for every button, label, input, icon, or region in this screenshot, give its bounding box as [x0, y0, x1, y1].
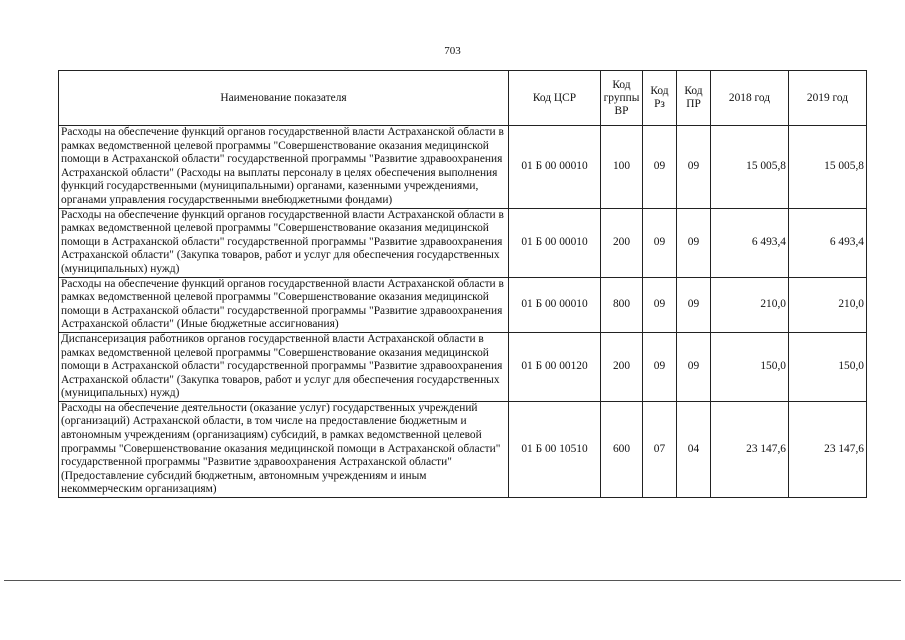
row-vr: 100 [601, 126, 643, 209]
row-name: Диспансеризация работников органов государственной власти Астраханской области в рамках ведомственной целевой программы "Совершенствование оказания медицинской помощи в Астраханской области" государственной программы "Развитие здравоохранения Астраханской области" (Закупка товаров, работ и услуг для обеспечения государственных (муниципальных) нужд) [59, 332, 509, 401]
row-2019: 6 493,4 [789, 208, 867, 277]
table-row [59, 401, 867, 497]
table-row [59, 126, 867, 209]
row-name: Расходы на обеспечение функций органов государственной власти Астраханской области в рамках ведомственной целевой программы "Совершенствование оказания медицинской помощи в Астраханской области" государственной программы "Развитие здравоохранения Астраханской области" (Закупка товаров, работ и услуг для обеспечения государственных (муниципальных) нужд) [59, 208, 509, 277]
page-number: 703 [444, 45, 461, 57]
row-vr: 200 [601, 332, 643, 401]
row-2018: 210,0 [711, 277, 789, 332]
page-divider [4, 580, 901, 581]
row-2019: 150,0 [789, 332, 867, 401]
row-name: Расходы на обеспечение функций органов государственной власти Астраханской области в рамках ведомственной целевой программы "Совершенствование оказания медицинской помощи в Астраханской области" государственной программы "Развитие здравоохранения Астраханской области" (Иные бюджетные ассигнования) [59, 277, 509, 332]
row-csr: 01 Б 00 00010 [509, 126, 601, 209]
row-vr: 600 [601, 401, 643, 497]
header-2018: 2018 год [711, 71, 789, 126]
row-csr: 01 Б 00 00010 [509, 208, 601, 277]
header-csr: Код ЦСР [509, 71, 601, 126]
row-rz: 09 [643, 332, 677, 401]
row-rz: 09 [643, 208, 677, 277]
row-2019: 210,0 [789, 277, 867, 332]
row-pr: 09 [677, 332, 711, 401]
row-csr: 01 Б 00 00120 [509, 332, 601, 401]
row-2018: 15 005,8 [711, 126, 789, 209]
row-2018: 6 493,4 [711, 208, 789, 277]
row-2019: 23 147,6 [789, 401, 867, 497]
row-2018: 150,0 [711, 332, 789, 401]
header-rz: Код Рз [643, 71, 677, 126]
budget-table [58, 70, 867, 498]
header-name: Наименование показателя [59, 71, 509, 126]
row-2019: 15 005,8 [789, 126, 867, 209]
header-pr: Код ПР [677, 71, 711, 126]
table-row [59, 332, 867, 401]
row-vr: 800 [601, 277, 643, 332]
row-rz: 09 [643, 277, 677, 332]
table-header-row [59, 71, 867, 126]
row-rz: 07 [643, 401, 677, 497]
header-vr: Код группы ВР [601, 71, 643, 126]
row-pr: 04 [677, 401, 711, 497]
table-row [59, 277, 867, 332]
row-rz: 09 [643, 126, 677, 209]
row-csr: 01 Б 00 10510 [509, 401, 601, 497]
header-2019: 2019 год [789, 71, 867, 126]
table-row [59, 208, 867, 277]
row-pr: 09 [677, 126, 711, 209]
row-name: Расходы на обеспечение функций органов государственной власти Астраханской области в рамках ведомственной целевой программы "Совершенствование оказания медицинской помощи в Астраханской области" государственной программы "Развитие здравоохранения Астраханской области" (Расходы на выплаты персоналу в целях обеспечения выполнения функций государственными (муниципальными) органами, казенными учреждениями, органами управления государственными внебюджетными фондами) [59, 126, 509, 209]
row-2018: 23 147,6 [711, 401, 789, 497]
row-pr: 09 [677, 277, 711, 332]
row-csr: 01 Б 00 00010 [509, 277, 601, 332]
row-vr: 200 [601, 208, 643, 277]
row-pr: 09 [677, 208, 711, 277]
row-name: Расходы на обеспечение деятельности (оказание услуг) государственных учреждений (организаций) Астраханской области, в том числе на предоставление бюджетным и автономным учреждениям (организациям) субсидий, в рамках ведомственной целевой программы "Совершенствование оказания медицинской помощи в Астраханской области" государственной программы "Развитие здравоохранения Астраханской области" (Предоставление субсидий бюджетным, автономным учреждениям и иным некоммерческим организациям) [59, 401, 509, 497]
